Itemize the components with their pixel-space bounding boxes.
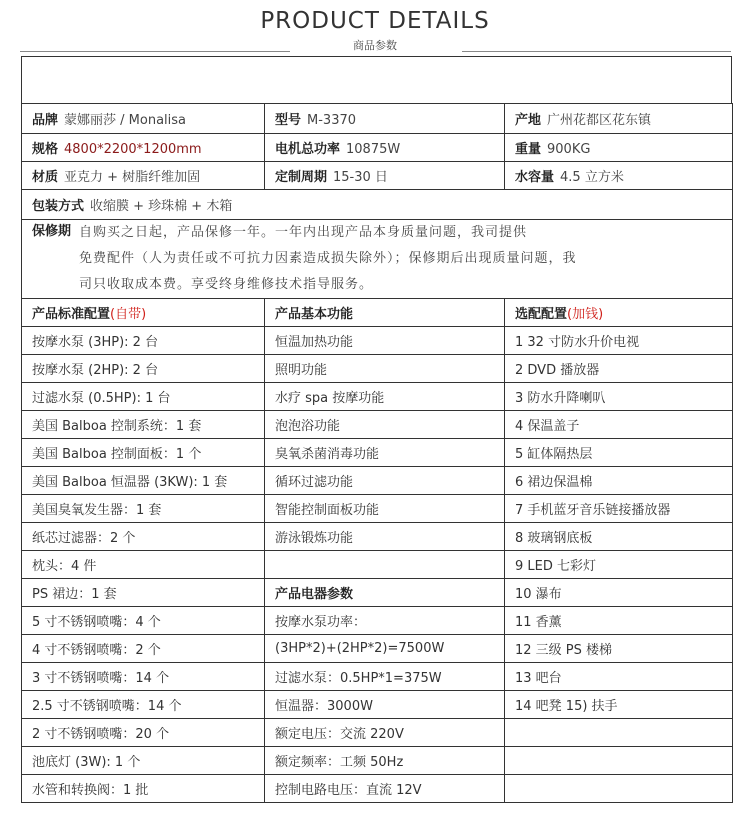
origin-cell <box>505 104 733 134</box>
function-item: 游泳锻炼功能 <box>265 523 505 551</box>
optional-item: 13 吧台 <box>505 663 733 691</box>
table-row <box>22 383 733 411</box>
warranty-cell <box>22 220 733 299</box>
optional-item: 14 吧凳 15) 扶手 <box>505 691 733 719</box>
standard-item: 过滤水泵 (0.5HP): 1 台 <box>22 383 265 411</box>
optional-item: 1 32 寸防水升价电视 <box>505 327 733 355</box>
warranty-line: 免费配件（人为责任或不可抗力因素造成损失除外）；保修期后出现质量问题，我 <box>79 251 577 266</box>
warranty-line: 司只收取成本费。享受终身维修技术指导服务。 <box>79 277 374 292</box>
electrical-item: 恒温器：3000W <box>265 691 505 719</box>
brand-label: 品牌 <box>32 113 59 128</box>
capacity-value: 4.5 立方米 <box>560 170 624 185</box>
origin-label: 产地 <box>515 113 542 128</box>
electrical-title: 产品电器参数 <box>275 587 354 602</box>
model-value: M-3370 <box>307 113 357 128</box>
optional-item-empty <box>505 747 733 775</box>
optional-item: 10 瀑布 <box>505 579 733 607</box>
standard-item: 美国 Balboa 恒温器 (3KW): 1 套 <box>22 467 265 495</box>
table-row <box>22 663 733 691</box>
table-row <box>22 579 733 607</box>
custom-period-label: 定制周期 <box>275 170 328 185</box>
optional-tag: (加钱) <box>567 307 604 322</box>
optional-item-empty <box>505 775 733 803</box>
weight-label: 重量 <box>515 142 542 157</box>
functions-title: 产品基本功能 <box>275 307 354 322</box>
function-item: 泡泡浴功能 <box>265 411 505 439</box>
optional-item: 2 DVD 播放器 <box>505 355 733 383</box>
spec-row <box>22 162 733 190</box>
size-cell <box>22 134 265 162</box>
table-row <box>22 355 733 383</box>
column-header-row <box>22 299 733 327</box>
table-row <box>22 411 733 439</box>
optional-item: 11 香薰 <box>505 607 733 635</box>
table-row <box>22 327 733 355</box>
table-row <box>22 607 733 635</box>
optional-item: 12 三级 PS 楼梯 <box>505 635 733 663</box>
packaging-label: 包装方式 <box>32 199 85 214</box>
product-image-placeholder <box>21 56 732 104</box>
standard-item: 3 寸不锈钢喷嘴：14 个 <box>22 663 265 691</box>
table-row <box>22 691 733 719</box>
table-row <box>22 551 733 579</box>
optional-item: 5 缸体隔热层 <box>505 439 733 467</box>
standard-title: 产品标准配置 <box>32 307 111 322</box>
brand-cell <box>22 104 265 134</box>
optional-item: 7 手机蓝牙音乐链接播放器 <box>505 495 733 523</box>
function-item-empty <box>265 551 505 579</box>
packaging-cell <box>22 190 733 220</box>
optional-item: 9 LED 七彩灯 <box>505 551 733 579</box>
optional-item-empty <box>505 719 733 747</box>
electrical-item: (3HP*2)+(2HP*2)=7500W <box>265 635 505 663</box>
optional-item: 8 玻璃钢底板 <box>505 523 733 551</box>
standard-item: 池底灯 (3W): 1 个 <box>22 747 265 775</box>
function-item: 臭氧杀菌消毒功能 <box>265 439 505 467</box>
warranty-line: 自购买之日起，产品保修一年。一年内出现产品本身质量问题，我司提供 <box>79 225 528 240</box>
table-row <box>22 719 733 747</box>
optional-item: 4 保温盖子 <box>505 411 733 439</box>
weight-value: 900KG <box>547 142 591 157</box>
standard-item: 2.5 寸不锈钢喷嘴：14 个 <box>22 691 265 719</box>
page-title: PRODUCT DETAILS <box>260 8 490 34</box>
standard-item: 枕头：4 件 <box>22 551 265 579</box>
header-divider-right <box>462 51 731 52</box>
function-item: 照明功能 <box>265 355 505 383</box>
electrical-item: 按摩水泵功率： <box>265 607 505 635</box>
standard-item: 2 寸不锈钢喷嘴：20 个 <box>22 719 265 747</box>
warranty-row <box>22 220 733 299</box>
page-subtitle: 商品参数 <box>353 39 397 52</box>
size-label: 规格 <box>32 142 59 157</box>
standard-tag: (自带) <box>110 307 147 322</box>
function-item: 水疗 spa 按摩功能 <box>265 383 505 411</box>
optional-item: 6 裙边保温棉 <box>505 467 733 495</box>
capacity-cell <box>505 162 733 190</box>
table-row <box>22 775 733 803</box>
function-item: 智能控制面板功能 <box>265 495 505 523</box>
optional-title: 选配配置 <box>515 307 568 322</box>
function-item: 循环过滤功能 <box>265 467 505 495</box>
table-row <box>22 467 733 495</box>
electrical-header <box>265 579 505 607</box>
spec-row <box>22 104 733 134</box>
brand-value: 蒙娜丽莎 / Monalisa <box>64 113 186 128</box>
electrical-item: 额定频率：工频 50Hz <box>265 747 505 775</box>
electrical-item: 控制电路电压：直流 12V <box>265 775 505 803</box>
standard-item: 美国臭氧发生器：1 套 <box>22 495 265 523</box>
material-cell <box>22 162 265 190</box>
model-label: 型号 <box>275 113 302 128</box>
table-row <box>22 439 733 467</box>
standard-item: 按摩水泵 (3HP): 2 台 <box>22 327 265 355</box>
origin-value: 广州花都区花东镇 <box>547 113 652 128</box>
size-value: 4800*2200*1200mm <box>64 142 202 157</box>
capacity-label: 水容量 <box>515 170 555 185</box>
table-row <box>22 523 733 551</box>
table-row <box>22 747 733 775</box>
standard-item: 美国 Balboa 控制面板：1 个 <box>22 439 265 467</box>
custom-period-value: 15-30 日 <box>333 170 388 185</box>
electrical-item: 额定电压：交流 220V <box>265 719 505 747</box>
spec-row <box>22 134 733 162</box>
functions-header <box>265 299 505 327</box>
table-row <box>22 635 733 663</box>
function-item: 恒温加热功能 <box>265 327 505 355</box>
standard-item: 5 寸不锈钢喷嘴：4 个 <box>22 607 265 635</box>
standard-item: 美国 Balboa 控制系统：1 套 <box>22 411 265 439</box>
spec-table <box>21 103 733 803</box>
optional-item: 3 防水升降喇叭 <box>505 383 733 411</box>
optional-header <box>505 299 733 327</box>
standard-item: 纸芯过滤器：2 个 <box>22 523 265 551</box>
standard-item: 4 寸不锈钢喷嘴：2 个 <box>22 635 265 663</box>
motor-power-label: 电机总功率 <box>275 142 341 157</box>
spec-row <box>22 190 733 220</box>
motor-power-cell <box>265 134 505 162</box>
warranty-label: 保修期 <box>32 224 72 239</box>
material-value: 亚克力 + 树脂纤维加固 <box>64 170 201 185</box>
standard-item: 水管和转换阀：1 批 <box>22 775 265 803</box>
standard-item: 按摩水泵 (2HP): 2 台 <box>22 355 265 383</box>
electrical-item: 过滤水泵：0.5HP*1=375W <box>265 663 505 691</box>
custom-period-cell <box>265 162 505 190</box>
section-header <box>0 0 750 56</box>
header-divider-left <box>20 51 290 52</box>
model-cell <box>265 104 505 134</box>
standard-item: PS 裙边：1 套 <box>22 579 265 607</box>
material-label: 材质 <box>32 170 59 185</box>
table-row <box>22 495 733 523</box>
warranty-text <box>79 220 577 298</box>
standard-header <box>22 299 265 327</box>
motor-power-value: 10875W <box>346 142 401 157</box>
weight-cell <box>505 134 733 162</box>
packaging-value: 收缩膜 + 珍珠棉 + 木箱 <box>90 199 233 214</box>
